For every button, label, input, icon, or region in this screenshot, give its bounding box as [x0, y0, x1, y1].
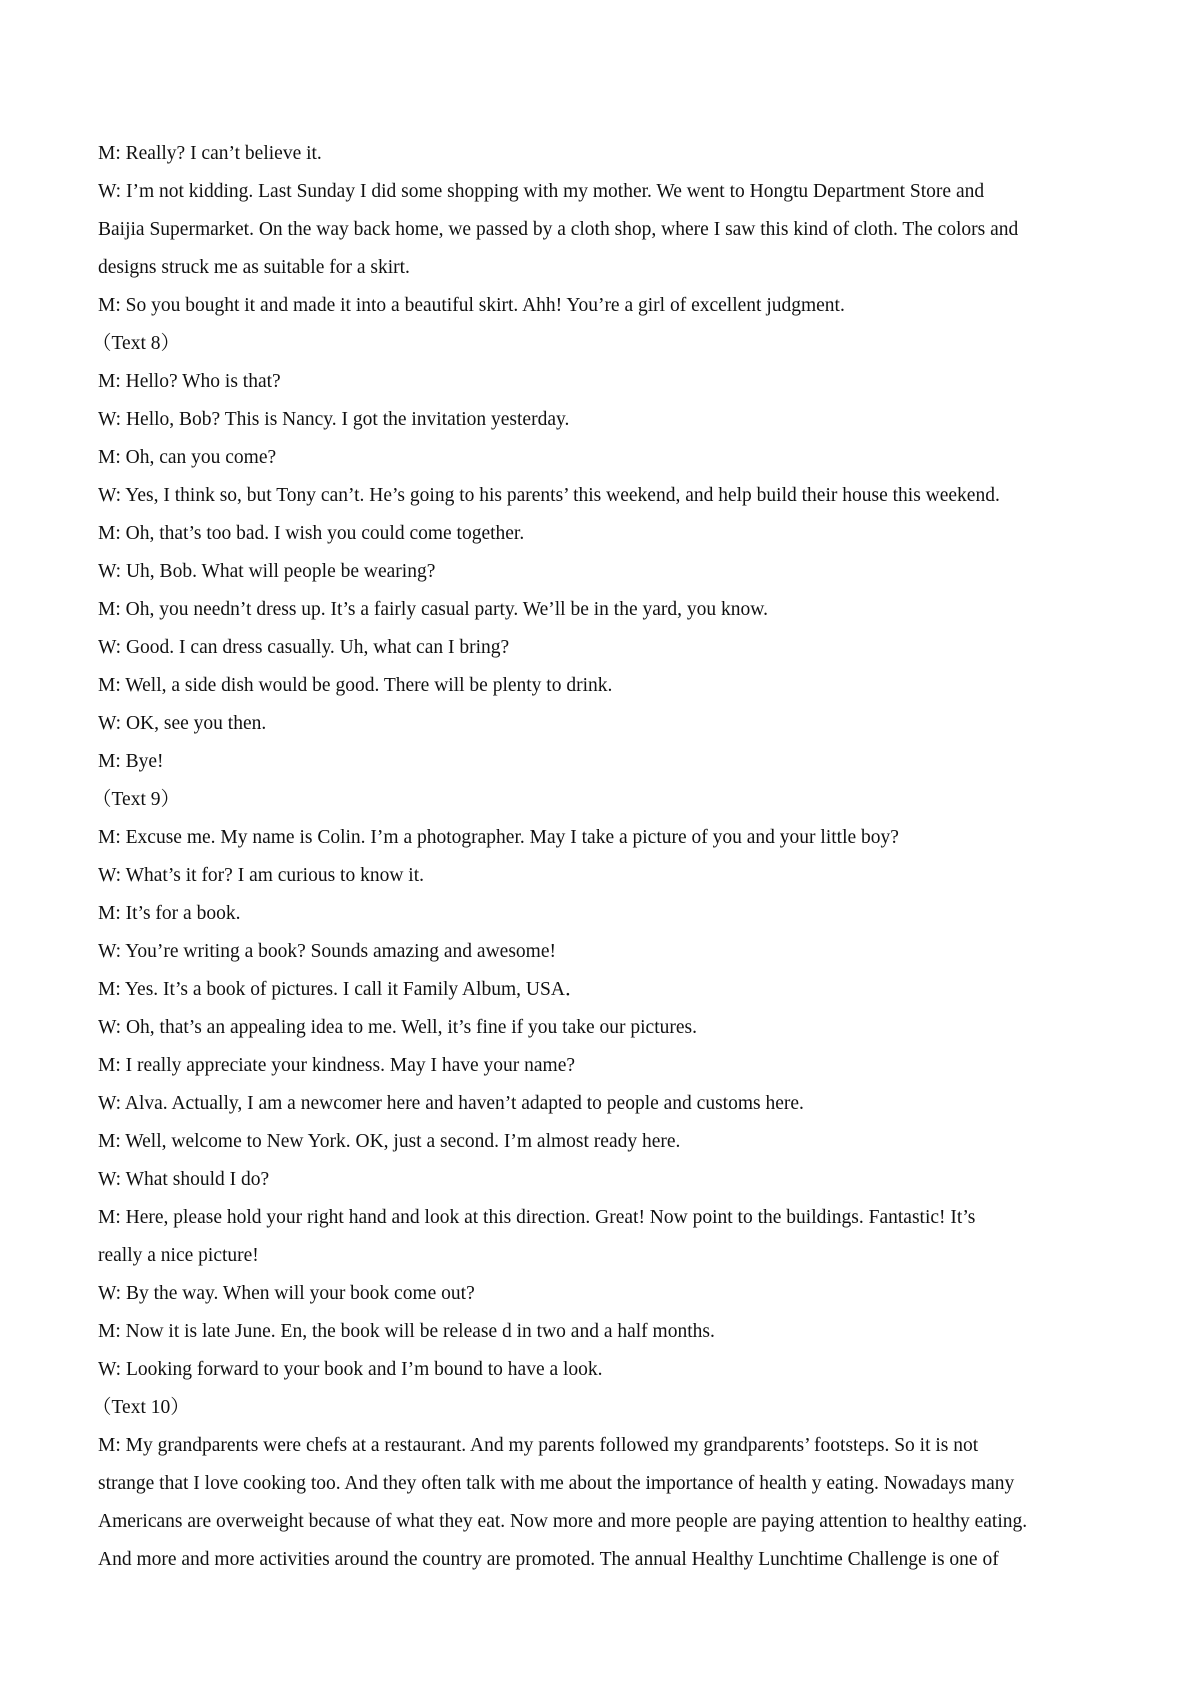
- text-line: M: So you bought it and made it into a beautiful skirt. Ahh! You’re a girl of excellent judgment.: [98, 295, 845, 316]
- section-heading-text-8: （Text 8）: [92, 333, 180, 354]
- text-line: W: What should I do?: [98, 1169, 270, 1190]
- text-line: M: Excuse me. My name is Colin. I’m a photographer. May I take a picture of you and your little boy?: [98, 827, 899, 848]
- text-line: M: Oh, can you come?: [98, 447, 277, 468]
- text-line: M: Bye!: [98, 751, 164, 772]
- section-heading-text-9: （Text 9）: [92, 789, 180, 810]
- text-line: M: Well, welcome to New York. OK, just a second. I’m almost ready here.: [98, 1131, 681, 1152]
- text-line: W: Oh, that’s an appealing idea to me. Well, it’s fine if you take our pictures.: [98, 1017, 697, 1038]
- text-line: W: Yes, I think so, but Tony can’t. He’s going to his parents’ this weekend, and help build their house this weekend.: [98, 485, 1000, 506]
- text-line: W: By the way. When will your book come out?: [98, 1283, 475, 1304]
- text-line: W: I’m not kidding. Last Sunday I did some shopping with my mother. We went to Hongtu Department Store and: [98, 181, 985, 202]
- text-line: strange that I love cooking too. And they often talk with me about the importance of health y eating. Nowadays many: [98, 1473, 1015, 1494]
- text-line: M: Now it is late June. En, the book will be release d in two and a half months.: [98, 1321, 715, 1342]
- text-line: Baijia Supermarket. On the way back home, we passed by a cloth shop, where I saw this kind of cloth. The colors and: [98, 219, 1019, 240]
- text-line: M: My grandparents were chefs at a restaurant. And my parents followed my grandparents’ footsteps. So it is not: [98, 1435, 979, 1456]
- section-heading-text-10: （Text 10）: [92, 1397, 190, 1418]
- text-line: M: Yes. It’s a book of pictures. I call it Family Album, USA．: [98, 979, 585, 1000]
- text-line: designs struck me as suitable for a skirt.: [98, 257, 410, 278]
- text-line: W: Looking forward to your book and I’m bound to have a look.: [98, 1359, 603, 1380]
- text-line: M: Here, please hold your right hand and look at this direction. Great! Now point to the buildings. Fantastic! It’s: [98, 1207, 976, 1228]
- text-line: M: Really? I can’t believe it.: [98, 143, 322, 164]
- text-line: W: OK, see you then.: [98, 713, 267, 734]
- text-line: M: Well, a side dish would be good. There will be plenty to drink.: [98, 675, 613, 696]
- text-line: W: Good. I can dress casually. Uh, what can I bring?: [98, 637, 510, 658]
- text-line: And more and more activities around the country are promoted. The annual Healthy Lunchtime Challenge is one of: [98, 1549, 999, 1570]
- text-line: W: You’re writing a book? Sounds amazing and awesome!: [98, 941, 556, 962]
- text-line: M: Oh, you needn’t dress up. It’s a fairly casual party. We’ll be in the yard, you know.: [98, 599, 768, 620]
- text-line: M: It’s for a book.: [98, 903, 241, 924]
- text-line: Americans are overweight because of what they eat. Now more and more people are paying attention to healthy eating.: [98, 1511, 1028, 1532]
- text-line: really a nice picture!: [98, 1245, 259, 1266]
- text-line: W: Hello, Bob? This is Nancy. I got the invitation yesterday.: [98, 409, 570, 430]
- text-line: W: Alva. Actually, I am a newcomer here and haven’t adapted to people and customs here.: [98, 1093, 804, 1114]
- document-page: [92, 135, 1118, 1579]
- text-line: W: What’s it for? I am curious to know it.: [98, 865, 425, 886]
- text-line: W: Uh, Bob. What will people be wearing?: [98, 561, 436, 582]
- text-line: M: Oh, that’s too bad. I wish you could come together.: [98, 523, 525, 544]
- text-line: M: Hello? Who is that?: [98, 371, 281, 392]
- text-line: M: I really appreciate your kindness. May I have your name?: [98, 1055, 576, 1076]
